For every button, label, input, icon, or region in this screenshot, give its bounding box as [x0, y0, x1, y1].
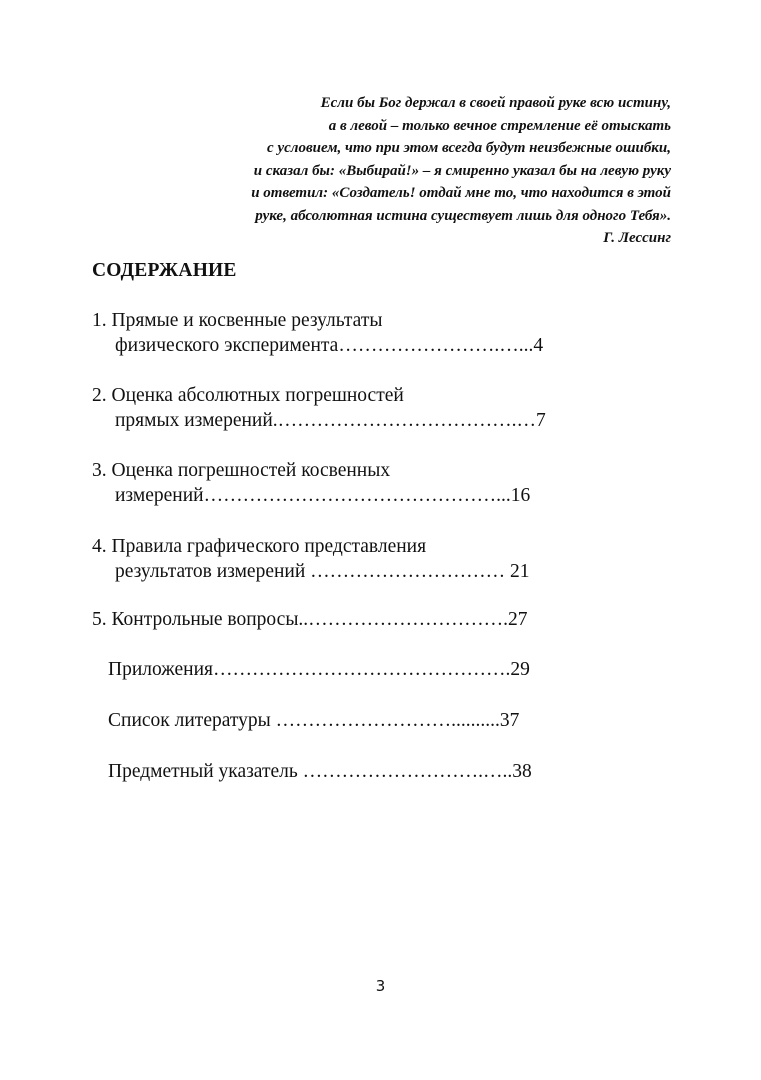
epigraph-line: и сказал бы: «Выбирай!» – я смиренно указал бы на левую руку: [253, 162, 671, 179]
toc-entry: [92, 308, 543, 358]
page-number: 3: [375, 977, 386, 995]
toc-entry-continuation: прямых измерений.……………………………….…7: [115, 410, 546, 431]
toc-entry: [92, 607, 528, 632]
toc-title: СОДЕРЖАНИЕ: [92, 260, 237, 281]
epigraph-line: Если бы Бог держал в своей правой руке всю истину,: [320, 95, 671, 111]
toc-entry-continuation: измерений………………………………………...16: [115, 485, 531, 506]
epigraph-line: руке, абсолютная истина существует лишь для одного Тебя».: [255, 207, 671, 224]
toc-entry: [92, 383, 546, 433]
epigraph: [120, 92, 671, 250]
toc-entry: [108, 657, 530, 682]
epigraph-line: и ответил: «Создатель! отдай мне то, что находится в этой: [251, 185, 671, 201]
toc-entry-title: Список литературы ………………………..........37: [108, 710, 520, 731]
toc-entry: [108, 759, 532, 784]
toc-entry-continuation: физического эксперимента…………………….…...4: [115, 335, 544, 356]
epigraph-line: а в левой – только вечное стремление её отыскать: [328, 117, 671, 134]
toc-entry: [108, 708, 519, 733]
toc-entry-title: 4. Правила графического представления: [92, 536, 427, 557]
epigraph-author: Г. Лессинг: [603, 230, 671, 246]
toc-entry-title: 3. Оценка погрешностей косвенных: [92, 460, 391, 481]
toc-entry: [92, 534, 530, 584]
toc-entry: [92, 458, 530, 508]
toc-entry-title: Предметный указатель ……………………….…..38: [108, 761, 532, 782]
toc-entry-title: 1. Прямые и косвенные результаты: [92, 310, 383, 331]
toc-entry-title: 2. Оценка абсолютных погрешностей: [92, 385, 404, 406]
toc-entry-continuation: результатов измерений ………………………… 21: [115, 561, 530, 582]
toc-entry-title: Приложения……………………………………….29: [108, 659, 530, 680]
epigraph-line: с условием, что при этом всегда будут неизбежные ошибки,: [267, 140, 671, 156]
toc-entry-title: 5. Контрольные вопросы..………………………….27: [92, 609, 528, 630]
